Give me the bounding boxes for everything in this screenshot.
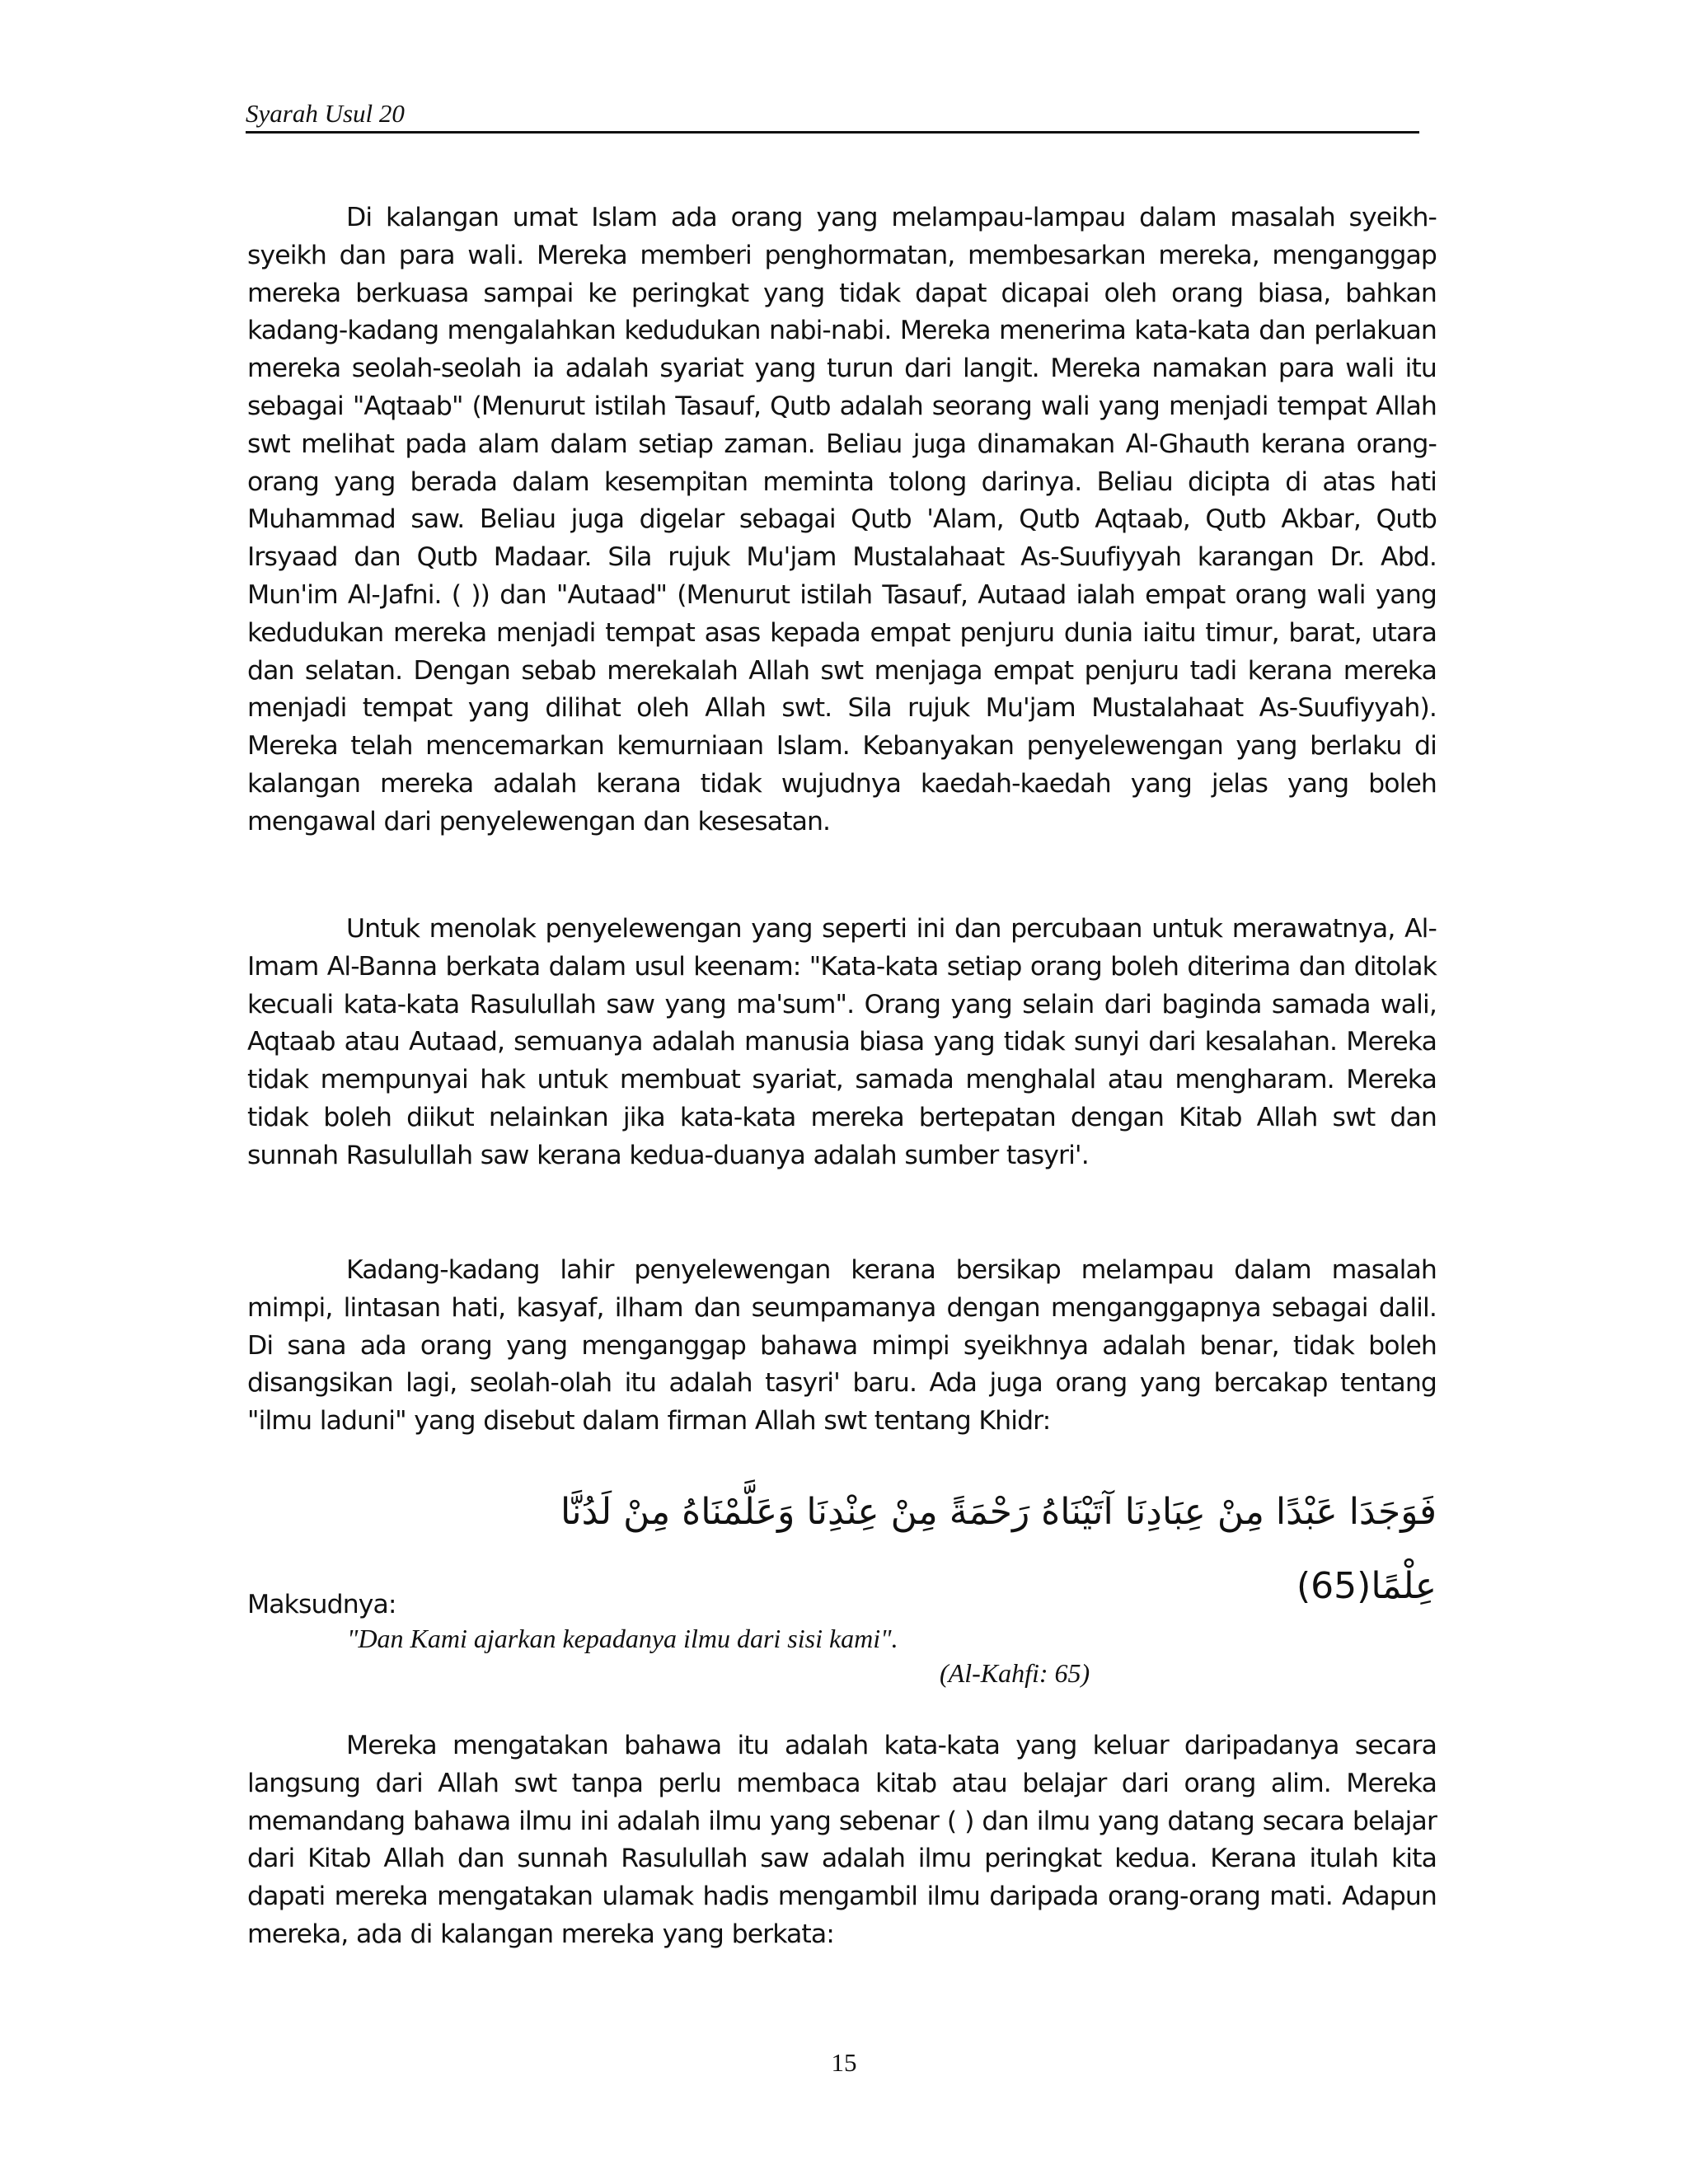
page-number: 15	[831, 2048, 857, 2077]
paragraph-text: Mereka mengatakan bahawa itu adalah kata-kata yang keluar daripadanya secara langsung dari Allah swt tanpa perlu membaca kitab atau belajar dari orang alim. Mereka memandang bahawa ilmu ini adalah ilmu yang sebenar ( ) dan ilmu yang datang secara belajar dari Kitab Allah dan sunnah Rasulullah saw adalah ilmu peringkat kedua. Kerana itulah kita dapati mereka mengatakan ulamak hadis mengambil ilmu daripada orang-orang mati. Adapun mereka, ada di kalangan mereka yang berkata:	[247, 1731, 1437, 1949]
running-header	[246, 97, 1419, 134]
verse-citation: (Al-Kahfi: 65)	[940, 1658, 1090, 1688]
paragraph-mimpi-ilham	[247, 1252, 1437, 1441]
paragraph-syeikh-wali	[247, 199, 1437, 841]
running-title: Syarah Usul 20	[246, 99, 408, 128]
paragraph-text: Di kalangan umat Islam ada orang yang melampau-lampau dalam masalah syeikh-syeikh dan para wali. Mereka memberi penghormatan, membesarkan mereka, menganggap mereka berkuasa sampai ke peringkat yang tidak dapat dicapai oleh orang biasa, bahkan kadang-kadang mengalahkan kedudukan nabi-nabi. Mereka menerima kata-kata dan perlakuan mereka seolah-seolah ia adalah syariat yang turun dari langit. Mereka namakan para wali itu sebagai "Aqtaab" (Menurut istilah Tasauf, Qutb adalah seorang wali yang menjadi tempat Allah swt melihat pada alam dalam setiap zaman. Beliau juga dinamakan Al-Ghauth kerana orang-orang yang berada dalam kesempitan meminta tolong darinya. Beliau dicipta di atas hati Muhammad saw. Beliau juga digelar sebagai Qutb 'Alam, Qutb Aqtaab, Qutb Akbar, Qutb Irsyaad dan Qutb Madaar. Sila rujuk Mu'jam Mustalahaat As-Suufiyyah karangan Dr. Abd. Mun'im Al-Jafni. ( )) dan "Autaad" (Menurut istilah Tasauf, Autaad ialah empat orang wali yang kedudukan mereka menjadi tempat asas kepada empat penjuru dunia iaitu timur, barat, utara dan selatan. Dengan sebab merekalah Allah swt menjaga empat penjuru tadi kerana mereka menjadi tempat yang dilihat oleh Allah swt. Sila rujuk Mu'jam Mustalahaat As-Suufiyyah). Mereka telah mencemarkan kemurniaan Islam. Kebanyakan penyelewengan yang berlaku di kalangan mereka adalah kerana tidak wujudnya kaedah-kaedah yang jelas yang boleh mengawal dari penyelewengan dan kesesatan.	[247, 203, 1437, 837]
paragraph-text: Kadang-kadang lahir penyelewengan kerana bersikap melampau dalam masalah mimpi, lintasan hati, kasyaf, ilham dan seumpamanya dengan menganggapnya sebagai dalil. Di sana ada orang yang menganggap bahawa mimpi syeikhnya adalah benar, tidak boleh disangsikan lagi, seolah-olah itu adalah tasyri' baru. Ada juga orang yang bercakap tentang "ilmu laduni" yang disebut dalam firman Allah swt tentang Khidr:	[247, 1255, 1437, 1436]
paragraph-usul-keenam	[247, 911, 1437, 1175]
meaning-label: Maksudnya:	[247, 1590, 396, 1619]
paragraph-text: Untuk menolak penyelewengan yang seperti ini dan percubaan untuk merawatnya, Al-Imam Al-Banna berkata dalam usul keenam: "Kata-kata setiap orang boleh diterima dan ditolak kecuali kata-kata Rasulullah saw yang ma'sum". Orang yang selain dari baginda samada wali, Aqtaab atau Autaad, semuanya adalah manusia biasa yang tidak sunyi dari kesalahan. Mereka tidak mempunyai hak untuk membuat syariat, samada menghalal atau mengharam. Mereka tidak boleh diikut nelainkan jika kata-kata mereka bertepatan dengan Kitab Allah swt dan sunnah Rasulullah saw kerana kedua-duanya adalah sumber tasyri'.	[247, 914, 1437, 1170]
paragraph-ilmu-laduni	[247, 1727, 1437, 1954]
verse-translation: "Dan Kami ajarkan kepadanya ilmu dari sisi kami".	[347, 1624, 898, 1653]
quran-verse-arabic: فَوَجَدَا عَبْدًا مِنْ عِبَادِنَا آتَيْنَاهُ رَحْمَةً مِنْ عِنْدِنَا وَعَلَّمْنَاهُ مِنْ لَدُنَّا عِلْمًا(65)	[560, 1491, 1437, 1607]
